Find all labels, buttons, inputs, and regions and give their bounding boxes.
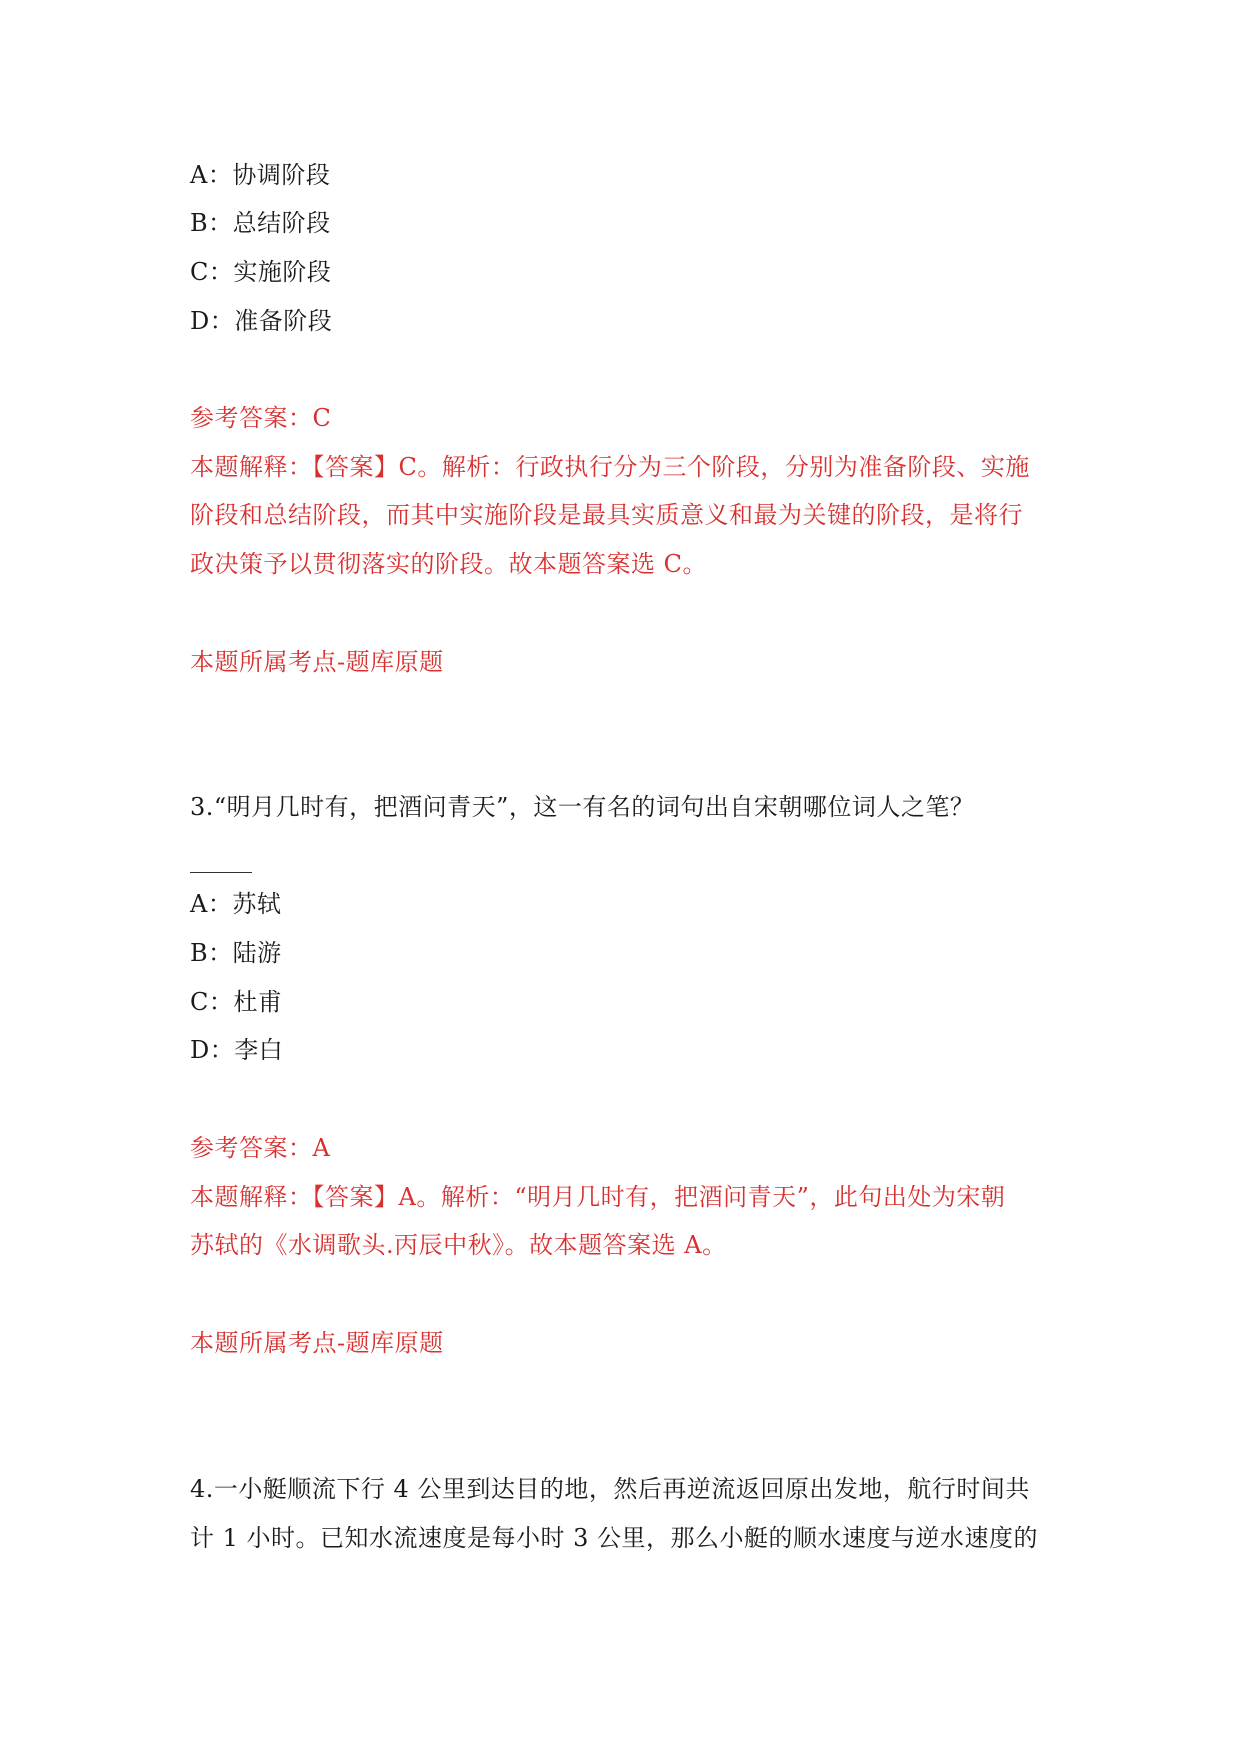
q3-option-c: C：杜甫	[190, 988, 283, 1016]
q3-option-d: D：李白	[190, 1036, 284, 1064]
q2-source: 本题所属考点-题库原题	[190, 648, 444, 676]
q2-answer: 参考答案：C	[190, 404, 332, 432]
q2-explanation-line-2: 阶段和总结阶段，而其中实施阶段是最具实质意义和最为关键的阶段，是将行	[190, 501, 1023, 529]
q2-option-d: D：准备阶段	[190, 307, 333, 335]
q3-source: 本题所属考点-题库原题	[190, 1329, 444, 1357]
q3-option-b: B：陆游	[190, 939, 282, 967]
q2-explanation-line-1: 本题解释：【答案】C。解析：行政执行分为三个阶段，分别为准备阶段、实施	[190, 453, 1030, 481]
q4-question-line-1: 4.一小艇顺流下行 4 公里到达目的地，然后再逆流返回原出发地，航行时间共	[190, 1475, 1030, 1503]
q3-question: 3.“明月几时有，把酒问青天”，这一有名的词句出自宋朝哪位词人之笔？	[190, 793, 975, 821]
q2-option-b: B：总结阶段	[190, 209, 331, 237]
q2-explanation-line-3: 政决策予以贯彻落实的阶段。故本题答案选 C。	[190, 550, 707, 578]
q3-answer: 参考答案：A	[190, 1134, 331, 1162]
q2-option-a: A：协调阶段	[190, 161, 331, 189]
q3-explanation-line-2: 苏轼的《水调歌头.丙辰中秋》。故本题答案选 A。	[190, 1231, 727, 1259]
q3-answer-blank	[190, 872, 252, 873]
q3-option-a: A：苏轼	[190, 890, 282, 918]
q2-option-c: C：实施阶段	[190, 258, 332, 286]
q4-question-line-2: 计 1 小时。已知水流速度是每小时 3 公里，那么小艇的顺水速度与逆水速度的	[190, 1524, 1039, 1552]
q3-explanation-line-1: 本题解释：【答案】A。解析：“明月几时有，把酒问青天”，此句出处为宋朝	[190, 1183, 1006, 1211]
